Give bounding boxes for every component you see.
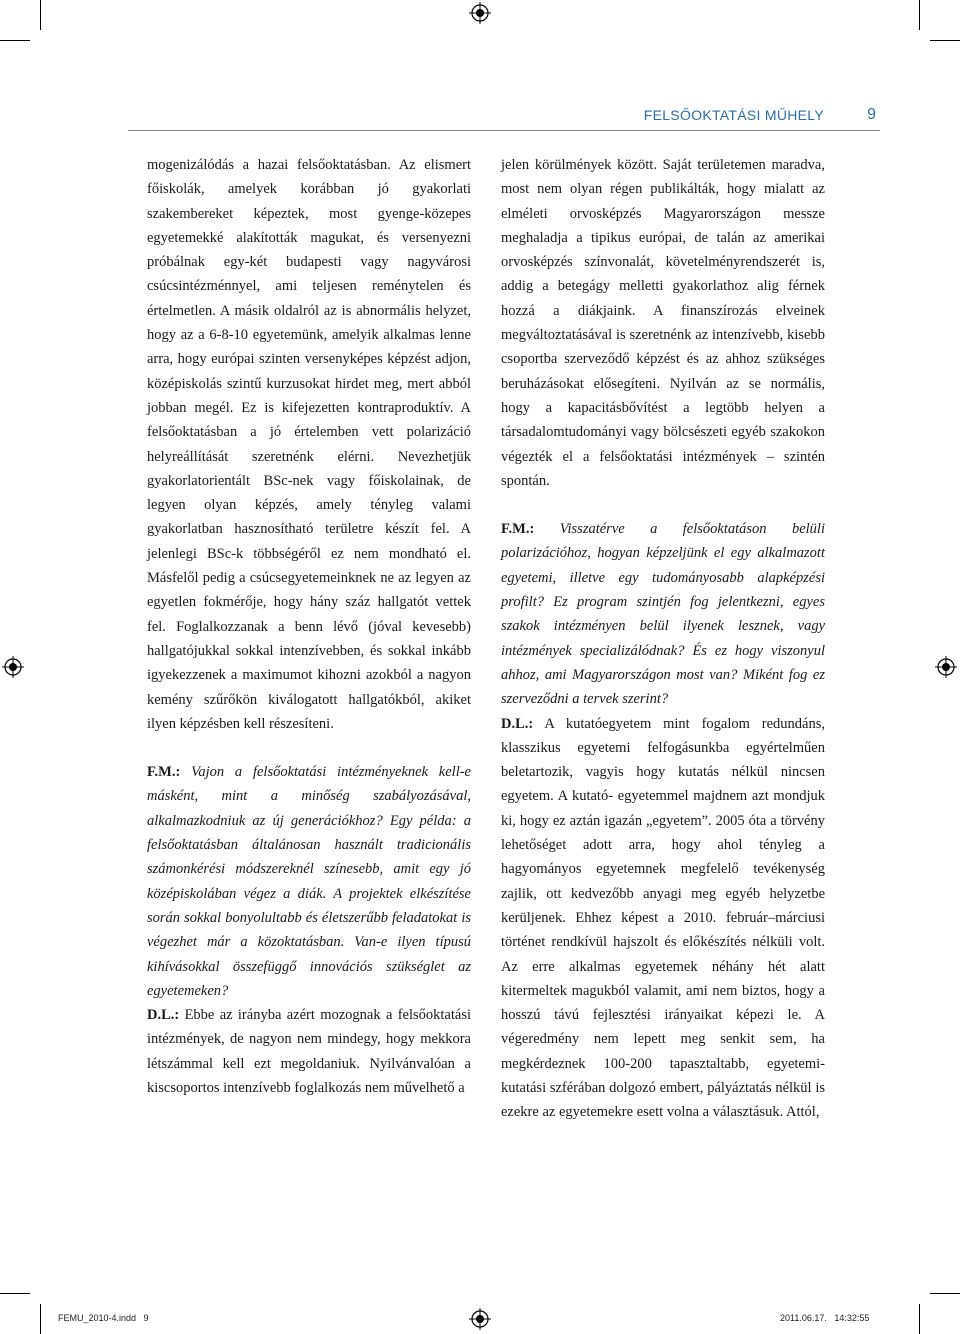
registration-mark-icon bbox=[935, 656, 957, 678]
crop-mark bbox=[930, 40, 960, 41]
interviewer-question bbox=[501, 517, 825, 711]
slug-timestamp: 2011.06.17. 14:32:55 bbox=[780, 1313, 870, 1323]
crop-mark bbox=[919, 0, 920, 30]
running-header bbox=[128, 107, 880, 131]
crop-mark bbox=[919, 1304, 920, 1334]
interviewer-question bbox=[147, 760, 471, 1003]
speaker-label: D.L.: bbox=[501, 715, 534, 732]
crop-mark bbox=[40, 1304, 41, 1334]
speaker-label: F.M.: bbox=[501, 521, 535, 538]
answer-text: Ebbe az irányba azért mozognak a felsőoktatási intézmények, de nagyon nem mindegy, hogy mekkora létszámmal kell ezt megoldaniuk. Nyilvánvalóan a kiscsoportos intenzívebb foglalkozás nem művelhető a bbox=[147, 1007, 471, 1096]
speaker-label: D.L.: bbox=[147, 1007, 180, 1024]
slug-filename: FEMU_2010-4.indd 9 bbox=[58, 1313, 149, 1323]
crop-mark bbox=[0, 1293, 30, 1294]
speaker-label: F.M.: bbox=[147, 764, 181, 781]
registration-mark-icon bbox=[2, 656, 24, 678]
interviewee-answer bbox=[147, 1003, 471, 1100]
header-rule bbox=[128, 130, 880, 131]
crop-mark bbox=[930, 1293, 960, 1294]
question-text: Visszatérve a felsőoktatáson belüli polarizációhoz, hogyan képzeljünk el egy alkalmazott egyetemi, illetve egy tudományosabb alapképzési profilt? Ez program szintjén fog jelentkezni, egyes szakok intézményen belül ilyenek lesznek, vagy intézmények specializálódnak? És ez hogy viszonyul ahhoz, ami Magyarországon most van? Miként fog ez szerveződni a tervek szerint? bbox=[501, 521, 825, 708]
page-number: 9 bbox=[867, 106, 876, 123]
registration-mark-icon bbox=[469, 1308, 491, 1330]
paragraph: jelen körülmények között. Saját területemen maradva, most nem olyan régen publikálták, hogy mialatt az elméleti orvosképzés Magyarországon messze meghaladja a tipikus európai, de talán az amerikai orvosképzés színvonalát, követelményrendszerét is, addig a betegágy melletti gyakorlathoz alig férnek hozzá a diákjaink. A finanszírozás elveinek megváltoztatásával is szeretnénk az intenzívebb, kisebb csoportba szerveződő képzést és az ahhoz szükséges beruházásokat elősegíteni. Nyilván az se normális, hogy a kapacitásbővítést a legtöbb helyen a társadalomtudományi vagy bölcsészeti egyéb szakokon végezték el a felsőoktatási intézmények – szintén spontán. bbox=[501, 157, 825, 489]
crop-mark bbox=[40, 0, 41, 30]
paragraph: mogenizálódás a hazai felsőoktatásban. Az elismert főiskolák, amelyek korábban jó gyakorlati szakembereket képeztek, most gyenge-közepes egyetemekké alakították magukat, és versenyezni próbálnak egy-két budapesti vagy nagyvárosi csúcsintézménnyel, ami teljesen reménytelen és értelmetlen. A másik oldalról az is abnormális helyzet, hogy az a 6-8-10 egyetemünk, amelyik alkalmas lenne arra, hogy európai szinten versenyképes képzést adjon, középiskolás szintű kurzusokat hirdet meg, mert abból jobban megél. Ez is kifejezetten kontraproduktív. A felsőoktatásban a jó értelemben vett polarizáció helyreállítását szeretnénk elérni. Nevezhetjük gyakorlatorientált BSc-nek vagy főiskolainak, de legyen olyan képzés, amely tényleg valami gyakorlatban hasznosítható területre készít fel. A jelenlegi BSc-k többségéről ez nem mondható el. Másfelől pedig a csúcsegyetemeinknek ne az legyen az egyetlen fokmérője, hogy hány száz hallgatót vettek fel. Foglalkozzanak a benn lévő (jóval kevesebb) hallgatójukkal sokkal intenzívebben, és sokkal inkább igyekezzenek a maximumot kihozni azokból a nagyon kemény szűrőkön kiválogatott hallgatókból, akiket ilyen képzésben kell részesíteni. bbox=[147, 157, 471, 732]
answer-text: A kutatóegyetem mint fogalom redundáns, klasszikus egyetemi felfogásunkba egyértelműen beletartozik, vagyis hogy kutatás nélkül nincsen egyetem. A kutató- egyetemmel majdnem azt mondjuk ki, hogy ez aztán igazán „egyetem”. 2005 óta a törvény lehetőséget adott arra, hogy ahol tényleg a hagyományos egyetemnek megfelelő tevékenység zajlik, ott kedvezőbb anyagi meg egyéb helyzetbe kerüljenek. Ehhez képest a 2010. február–márciusi történet rendkívül hajszolt és előkészítés nélküli volt. Az erre alkalmas egyetemek néhány hét alatt kitermeltek magukból valamit, ami nem biztos, hogy a hosszú távú fejlesztési irányaikat képezi le. A végeredmény nem lepett meg senkit sem, ha megkérdeznek 100-200 tapasztaltabb, egyetemi-kutatási szférában dolgozó embert, pályáztatás nélkül is ezekre az egyetemekre esett volna a választásuk. Attól, bbox=[501, 715, 825, 1121]
registration-mark-icon bbox=[469, 2, 491, 24]
right-column bbox=[501, 153, 825, 1125]
section-title: FELSŐOKTATÁSI MŰHELY bbox=[643, 107, 824, 123]
left-column bbox=[147, 153, 471, 1100]
crop-mark bbox=[0, 40, 30, 41]
interviewee-answer bbox=[501, 712, 825, 1125]
question-text: Vajon a felsőoktatási intézményeknek kell-e másként, mint a minőség szabályozásával, alkalmazkodniuk az új generációkhoz? Egy példa: a felsőoktatásban általánosan használt tradicionális számonkérési módszereknél színesebb, amit egy jó középiskolában végez a diák. A projektek elkészítése során sokkal bonyolultabb és életszerűbb feladatokat is végezhet már a közoktatásban. Van-e ilyen típusú kihívásokkal összefüggő innovációs szükséglet az egyetemeken? bbox=[147, 764, 471, 999]
